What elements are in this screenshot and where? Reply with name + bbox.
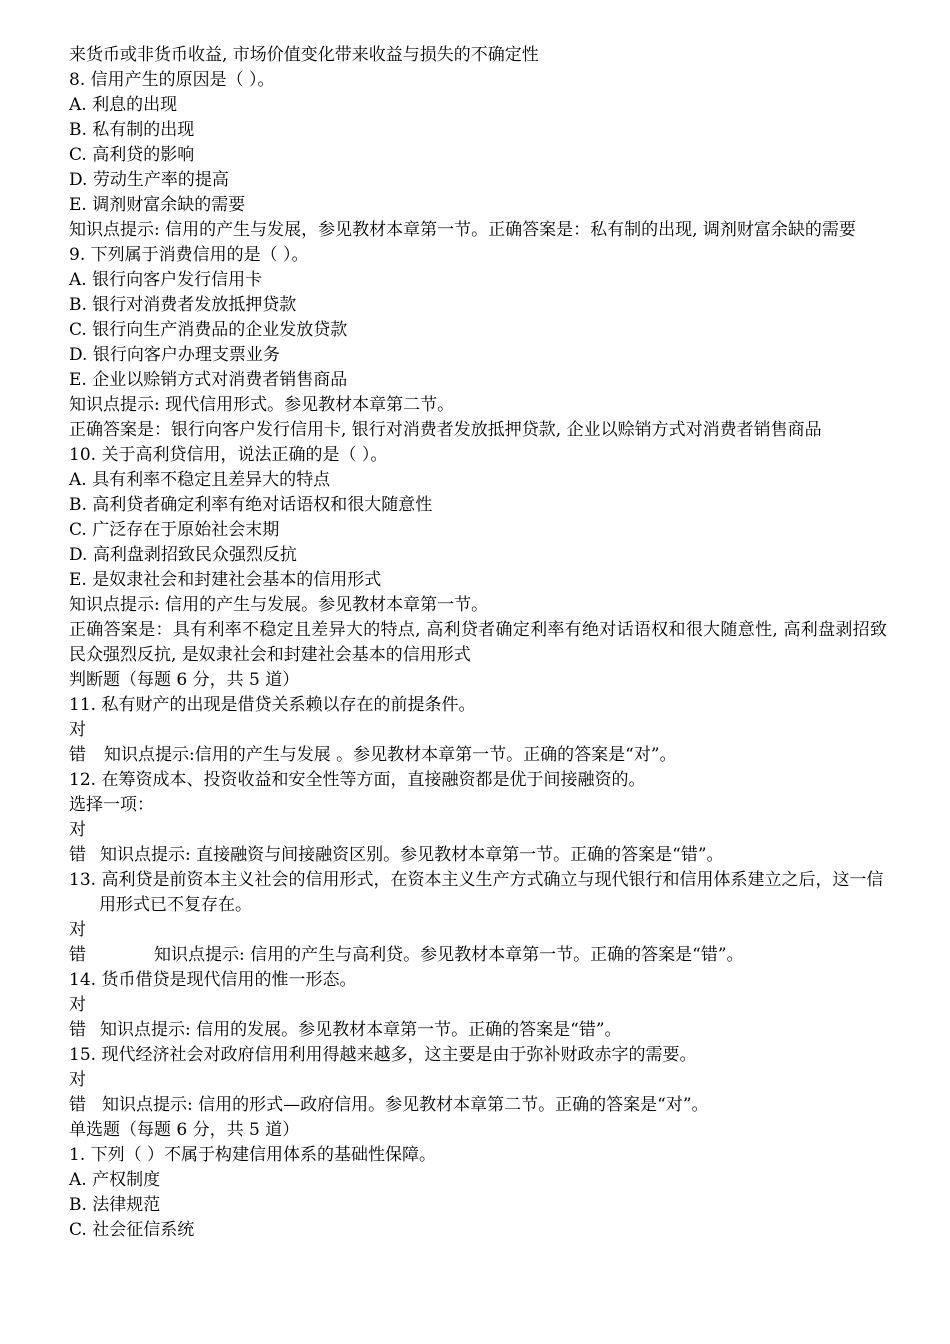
select-one-label: 选择一项： [69,795,154,815]
choice-false: 错 [69,845,86,865]
option-c: C. 高利贷的影响 [69,145,195,165]
question-14: 14. 货币借贷是现代信用的惟一形态。 [69,970,357,990]
hint-q13: 知识点提示: 信用的产生与高利贷。参见教材本章第一节。正确的答案是“错”。 [154,945,744,965]
option-b: B. 私有制的出现 [69,120,195,140]
question-8: 8. 信用产生的原因是（ ）。 [69,70,275,90]
hint-q10: 知识点提示: 信用的产生与发展。参见教材本章第一节。 [69,595,489,615]
option-e: E. 调剂财富余缺的需要 [69,195,246,215]
answer-q9: 正确答案是：银行向客户发行信用卡, 银行对消费者发放抵押贷款, 企业以赊销方式对消费者销售商品 [69,420,822,440]
choice-true: 对 [69,1070,86,1090]
choice-false-row [69,1093,887,1118]
hint-q12: 知识点提示: 直接融资与间接融资区别。参见教材本章第一节。正确的答案是“错”。 [100,845,724,865]
choice-true: 对 [69,720,86,740]
choice-false-row [69,843,887,868]
option-c: C. 银行向生产消费品的企业发放贷款 [69,320,348,340]
option-b: B. 高利贷者确定利率有绝对话语权和很大随意性 [69,495,433,515]
choice-true: 对 [69,995,86,1015]
single-question-1: 1. 下列（ ）不属于构建信用体系的基础性保障。 [69,1145,437,1165]
text-line: 来货币或非货币收益, 市场价值变化带来收益与损失的不确定性 [69,45,539,65]
question-12: 12. 在筹资成本、投资收益和安全性等方面，直接融资都是优于间接融资的。 [69,770,646,790]
hint-q9: 知识点提示: 现代信用形式。参见教材本章第二节。 [69,395,455,415]
option-c: C. 广泛存在于原始社会末期 [69,520,280,540]
question-10: 10. 关于高利贷信用，说法正确的是（ ）。 [69,445,388,465]
question-9: 9. 下列属于消费信用的是（ ）。 [69,245,309,265]
choice-false: 错 [69,745,86,765]
section-true-false: 判断题（每题 6 分，共 5 道） [69,670,300,690]
answer-q10: 正确答案是：具有利率不稳定且差异大的特点, 高利贷者确定利率有绝对话语权和很大随意性, 高利盘剥招致民众强烈反抗, 是奴隶社会和封建社会基本的信用形式 [69,620,887,665]
hint-q8: 知识点提示: 信用的产生与发展，参见教材本章第一节。正确答案是：私有制的出现, 调剂财富余缺的需要 [69,220,856,240]
hint-q14: 知识点提示: 信用的发展。参见教材本章第一节。正确的答案是“错”。 [100,1020,622,1040]
option-a: A. 产权制度 [69,1170,161,1190]
question-13: 13. 高利贷是前资本主义社会的信用形式，在资本主义生产方式确立与现代银行和信用体系建立之后，这一信用形式已不复存在。 [69,870,884,915]
document-page [69,43,887,1243]
option-b: B. 法律规范 [69,1195,161,1215]
hint-q15: 知识点提示: 信用的形式—政府信用。参见教材本章第二节。正确的答案是“对”。 [102,1095,709,1115]
option-d: D. 高利盘剥招致民众强烈反抗 [69,545,297,565]
option-d: D. 劳动生产率的提高 [69,170,229,190]
option-b: B. 银行对消费者发放抵押贷款 [69,295,297,315]
choice-true: 对 [69,820,86,840]
choice-false-row [69,743,887,768]
choice-false: 错 [69,1095,86,1115]
option-a: A. 利息的出现 [69,95,178,115]
hint-q11: 知识点提示:信用的产生与发展 。参见教材本章第一节。正确的答案是“对”。 [104,745,677,765]
option-c: C. 社会征信系统 [69,1220,195,1240]
question-15: 15. 现代经济社会对政府信用利用得越来越多，这主要是由于弥补财政赤字的需要。 [69,1045,697,1065]
choice-false-row [69,1018,887,1043]
choice-false: 错 [69,945,86,965]
option-d: D. 银行向客户办理支票业务 [69,345,280,365]
choice-false-row [69,943,887,968]
section-single-choice: 单选题（每题 6 分，共 5 道） [69,1120,300,1140]
option-a: A. 银行向客户发行信用卡 [69,270,263,290]
choice-true: 对 [69,920,86,940]
choice-false: 错 [69,1020,86,1040]
option-a: A. 具有利率不稳定且差异大的特点 [69,470,331,490]
option-e: E. 是奴隶社会和封建社会基本的信用形式 [69,570,382,590]
option-e: E. 企业以赊销方式对消费者销售商品 [69,370,348,390]
question-11: 11. 私有财产的出现是借贷关系赖以存在的前提条件。 [69,695,476,715]
